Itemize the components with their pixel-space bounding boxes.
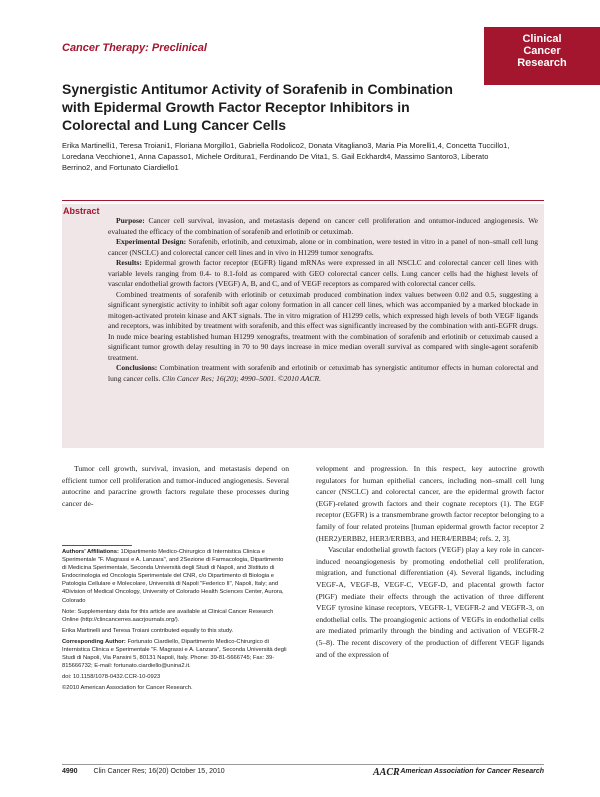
page-number: 4990 [62, 768, 78, 775]
footnotes [62, 548, 289, 696]
design-text: Sorafenib, erlotinib, and cetuximab, alone or in combination, were tested in vitro in a panel of non–small cell lung cancer (NSCLC) and colorectal cancer cell lines and in vivo in H1299 tumor xenografts. [108, 237, 538, 257]
purpose-text: Cancer cell survival, invasion, and metastasis depend on cancer cell proliferation and ontumor-induced angiogenesis. We evaluated the efficacy of the combination of sorafenib and erlotinib or cetuximab. [108, 216, 539, 236]
abstract-heading: Abstract [63, 206, 100, 216]
footnote-copyright: ©2010 American Association for Cancer Research. [62, 685, 193, 692]
abstract-body [108, 216, 538, 384]
footer-citation: Clin Cancer Res; 16(20) October 15, 2010 [93, 768, 225, 775]
abstract-top-rule [62, 200, 544, 201]
conclusions-text: Combination treatment with sorafenib and erlotinib or cetuximab has synergistic antitumor effects in human colorectal and lung cancer cells. [108, 363, 539, 383]
journal-tab-line2: Cancer [523, 45, 561, 57]
section-label: Cancer Therapy: Preclinical [62, 42, 207, 54]
footnote-affiliations [62, 548, 289, 605]
article-title: Synergistic Antitumor Activity of Sorafenib in Combination with Epidermal Growth Factor Receptor Inhibitors in Colorectal and Lung Cancer Cells [62, 81, 453, 133]
author-list: Erika Martinelli1, Teresa Troiani1, Floriana Morgillo1, Gabriella Rodolico2, Donata Vitagliano3, Maria Pia Morelli1,4, Concetta Tuccillo1, Loredana Vecchione1, Anna Capasso1, Michele Orditura1, Ferdinando De Vita1, S. Gail Eckhardt4, Massimo Santoro3, Liberato Berrino2, and Fortunato Ciardiello1 [62, 141, 510, 173]
aacr-logo-icon [373, 764, 400, 778]
abstract-conclusions [108, 363, 538, 384]
results-label: Results: [116, 258, 142, 267]
conclusions-label: Conclusions: [116, 363, 158, 372]
footnote-rule [62, 545, 132, 546]
body-right-column [316, 463, 544, 660]
corresponding-text: Fortunato Ciardiello, Dipartimento Medico-Chirurgico di Internistica Clinica e Sperimentale "F. Magrassi e A. Lanzara", Seconda Università degli Studi di Napoli, Via Pansini 5, 80131 Napoli, Italy. Phone: 39-81-5666745; Fax: 39-815666732; E-mail: fortunato.ciardiello@unina2.it. [62, 638, 287, 670]
page-footer [62, 768, 225, 775]
publisher-mark [373, 764, 544, 778]
corresponding-label: Corresponding Author: [62, 638, 126, 645]
abstract-results [108, 258, 538, 290]
body-paragraph: Tumor cell growth, survival, invasion, and metastasis depend on efficient tumor cell proliferation and tumor-induced angiogenesis. Several autocrine and paracrine growth factors regulate these processes during cancer de- [62, 464, 289, 508]
results-text-1: Epidermal growth factor receptor (EGFR) ligand mRNAs were expressed in all NSCLC and colorectal cancer cell lines with variable levels ranging from 0.4- to 8.1-fold as compared with GEO colorectal cancer cells. Lung cancer cells had the highest levels of vascular endothelial growth factors (VEGF) A, B, and C, and of VEGF receptors as compared with colorectal cancer cells. [108, 258, 539, 288]
affiliations-text: 1Dipartimento Medico-Chirurgico di Internistica Clinica e Sperimentale "F. Magrassi e A. Lanzara", and 2Sezione di Farmacologia, Dipartimento di Medicina Sperimentale, Seconda Università degli Studi di Napoli, and 3Istituto di Endocrinologia ed Oncologia Sperimentale del CNR, c/o Dipartimento di Biologia e Patologia Cellulare e Molecolare, Università di Napoli "Federico II", Napoli, Italy; and 4Division of Medical Oncology, University of Colorado Health Sciences Center, Aurora, Colorado [62, 549, 284, 604]
footnote-equal-contribution: Erika Martinelli and Teresa Troiani contributed equally to this study. [62, 627, 234, 634]
affiliations-label: Authors' Affiliations: [62, 549, 119, 555]
body-paragraph: velopment and progression. In this respect, key autocrine growth regulators for human epithelial cancers, including non–small cell lung cancer (NSCLC) and colorectal cancer, are the epidermal growth factor (EGF)-related growth factors and their cognate receptors (1). The EGF receptor (EGFR) is a transmembrane growth factor receptor belonging to a family of four related proteins [human epidermal growth factor receptor 2 (HER2)/ERBB2, HER3/ERBB3, and HER4/ERBB4; refs. 2, 3]. [316, 464, 544, 543]
publisher-name: American Association for Cancer Research [400, 767, 544, 775]
purpose-label: Purpose: [116, 216, 145, 225]
footnote-supplementary: Note: Supplementary data for this article are available at Clinical Cancer Research Online (http://clincancerres.aacrjournals.org/). [62, 608, 274, 623]
journal-tab-line1: Clinical [522, 33, 562, 45]
body-paragraph: Vascular endothelial growth factors (VEGF) play a key role in cancer-induced neoangiogenesis by promoting endothelial cell proliferation, migration, and functional differentiation (4). Several ligands, including VEGF-A, VEGF-B, VEGF-C, VEGF-D, and placental growth factor (PlGF) mediate their effects through the activation of three different VEGF tyrosine kinase receptors, VEGFR-1, VEGFR-2 and VEGFR-3, on endothelial cells. The proangiogenic actions of VEGFs in endothelial cells are mediated primarily through the binding and activation of VEGFR-2 (5–8). The recent discovery of the production of different VEGF ligands and of the expression of [316, 545, 544, 659]
design-label: Experimental Design: [116, 237, 187, 246]
abstract-results-continued: Combined treatments of sorafenib with erlotinib or cetuximab produced combination index values between 0.02 and 0.5, suggesting a significant synergistic activity to inhibit soft agar colony formation in all cancer cell lines, which was accompanied by a marked blockade in mitogen-activated protein kinase and AKT signals. The in vitro migration of H1299 cells, which expressed high levels of both VEGF ligands and receptors, was inhibited by treatment with sorafenib, and this effect was significantly increased by the combination with anti-EGFR drugs. In nude mice bearing established human H1299 xenografts, treatment with the combination of sorafenib and erlotinib or cetuximab caused a significant tumor growth delay resulting in 70 to 90 days increase in mice median overall survival as compared with single-agent sorafenib treatment. [108, 289, 538, 362]
abstract-citation: Clin Cancer Res; 16(20); 4990–5001. ©2010 AACR. [162, 373, 322, 383]
aacr-logo-text: AACR [373, 767, 400, 778]
body-left-column [62, 463, 289, 509]
footnote-doi: doi: 10.1158/1078-0432.CCR-10-0923 [62, 674, 161, 681]
abstract-purpose [108, 216, 538, 237]
journal-tab [484, 27, 600, 85]
footnote-corresponding [62, 638, 289, 670]
abstract-design [108, 237, 538, 258]
journal-tab-line3: Research [517, 57, 567, 69]
